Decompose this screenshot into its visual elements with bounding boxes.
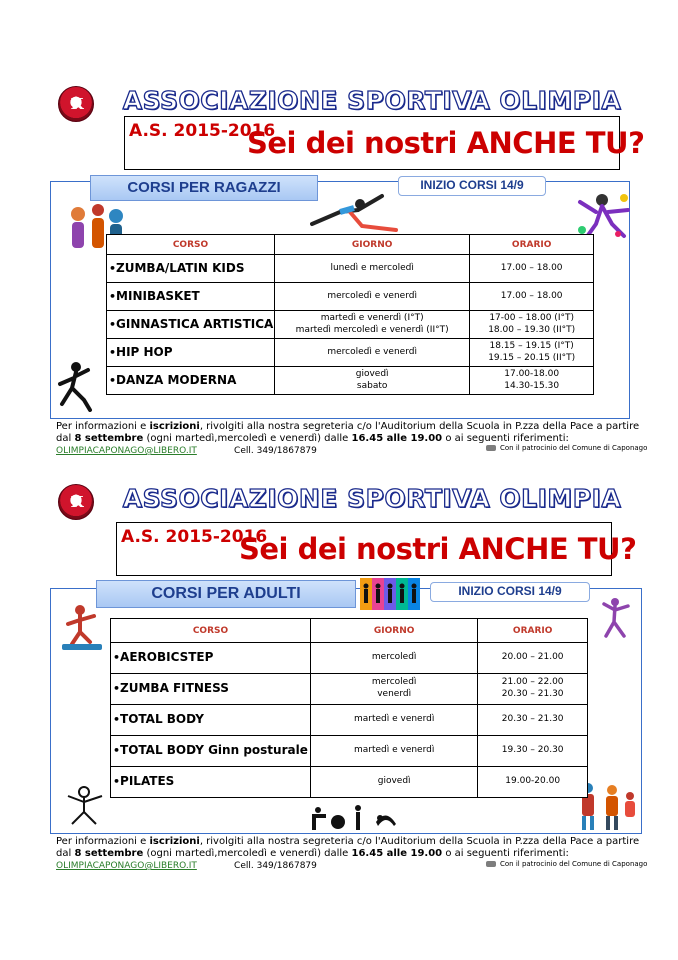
slogan-box <box>116 522 637 576</box>
table-row: •DANZA MODERNA giovedì sabato 17.00-18.00 14.30-15.30 <box>107 367 594 395</box>
association-title: ASSOCIAZIONE SPORTIVA OLIMPIA <box>122 484 622 513</box>
header-day: GIORNO <box>310 619 477 643</box>
course-time-2: 18.00 – 19.30 (II°T) <box>488 324 576 335</box>
start-date-badge: INIZIO CORSI 14/9 <box>398 176 546 196</box>
course-day: mercoledì <box>371 652 417 663</box>
table-row: •ZUMBA/LATIN KIDS lunedì e mercoledì 17.00 – 18.00 <box>107 255 594 283</box>
season-label: A.S. 2015-2016 <box>121 527 268 547</box>
course-name: MINIBASKET <box>116 288 200 303</box>
courses-table <box>106 234 594 395</box>
course-time: 17.00 – 18.00 <box>500 262 563 273</box>
table-row: •TOTAL BODY martedì e venerdì 20.30 – 21.30 <box>111 705 588 736</box>
association-title: ASSOCIAZIONE SPORTIVA OLIMPIA <box>122 86 622 115</box>
patronage-note: Con il patrocinio del Comune di Caponago <box>486 444 647 452</box>
course-day: lunedì e mercoledì <box>330 262 414 273</box>
table-row: •AEROBICSTEP mercoledì 20.00 – 21.00 <box>111 643 588 674</box>
course-name: PILATES <box>120 774 175 789</box>
course-time: 18.15 – 19.15 (I°T) <box>489 340 574 351</box>
table-row: •ZUMBA FITNESS mercoledì venerdì 21.00 – 22.00 20.30 – 21.30 <box>111 674 588 705</box>
course-day-2: sabato <box>356 380 388 391</box>
email-link[interactable]: OLIMPIACAPONAGO@LIBERO.IT <box>56 446 197 456</box>
course-day: giovedì <box>355 368 389 379</box>
course-day: martedì e venerdì (I°T) <box>320 312 424 323</box>
info-text: Per informazioni e iscrizioni, rivolgiti alla nostra segreteria c/o l'Auditorium della Scuola in P.zza della Pace a partire dal 8 settembre (ogni martedì,mercoledì e venerdì) dalle 16.45 alle 19.00 o ai seguenti riferimenti: OLIMPIACAPONAGO@LIBERO.IT Cell. 349/1867879 <box>56 836 640 871</box>
course-name: GINNASTICA ARTISTICA <box>116 316 274 331</box>
course-day-2: martedì mercoledì e venerdì (II°T) <box>295 324 449 335</box>
course-day-2: venerdì <box>377 689 412 699</box>
pilates-illustration <box>62 782 108 826</box>
season-label: A.S. 2015-2016 <box>129 121 276 141</box>
header-time: ORARIO <box>478 619 588 643</box>
gymnast-illustration <box>310 190 400 234</box>
course-time-2: 19.15 – 20.15 (II°T) <box>488 352 576 363</box>
section-title: CORSI PER ADULTI <box>96 580 356 608</box>
step-aerobics-illustration <box>60 602 104 654</box>
phone-number: Cell. 349/1867879 <box>234 861 317 871</box>
zumba-dancer-illustration <box>600 596 630 640</box>
course-day: martedì e venerdì <box>353 714 435 725</box>
course-name: TOTAL BODY <box>120 712 204 727</box>
course-day: mercoledì <box>371 677 417 688</box>
tagline: Sei dei nostri ANCHE TU? <box>239 532 637 566</box>
table-row: •MINIBASKET mercoledì e venerdì 17.00 – 18.00 <box>107 283 594 311</box>
header-day: GIORNO <box>274 235 469 255</box>
section-title: CORSI PER RAGAZZI <box>90 175 318 201</box>
course-name: ZUMBA/LATIN KIDS <box>116 260 245 275</box>
course-time: 20.00 – 21.00 <box>501 652 564 663</box>
course-time: 20.30 – 21.30 <box>501 714 564 725</box>
header-course: CORSO <box>107 235 275 255</box>
course-time: 17.00 – 18.00 <box>500 290 563 301</box>
table-header-row <box>107 235 594 255</box>
course-time: 19.30 – 20.30 <box>501 745 564 756</box>
phone-number: Cell. 349/1867879 <box>234 446 317 456</box>
table-header-row <box>111 619 588 643</box>
course-time: 19.00-20.00 <box>505 776 561 787</box>
course-time: 17-00 – 18.00 (I°T) <box>489 312 574 323</box>
course-time-2: 20.30 – 21.30 <box>501 689 564 699</box>
course-day: mercoledì e venerdì <box>327 290 417 301</box>
course-time: 17.00-18.00 <box>504 368 560 379</box>
course-name: TOTAL BODY Ginn posturale <box>120 743 308 758</box>
association-logo: K <box>58 484 94 520</box>
patronage-note: Con il patrocinio del Comune di Caponago <box>486 860 647 868</box>
start-date-badge: INIZIO CORSI 14/9 <box>430 582 590 602</box>
info-text: Per informazioni e iscrizioni, rivolgiti alla nostra segreteria c/o l'Auditorium della Scuola in P.zza della Pace a partire dal 8 settembre (ogni martedì,mercoledì e venerdì) dalle 16.45 alle 19.00 o ai seguenti riferimenti: OLIMPIACAPONAGO@LIBERO.IT Cell. 349/1867879 <box>56 421 640 456</box>
header-course: CORSO <box>111 619 311 643</box>
table-row: •PILATES giovedì 19.00-20.00 <box>111 767 588 798</box>
table-row: •HIP HOP mercoledì e venerdì 18.15 – 19.15 (I°T) 19.15 – 20.15 (II°T) <box>107 339 594 367</box>
course-day: giovedì <box>377 776 411 787</box>
course-day: martedì e venerdì <box>353 745 435 756</box>
header-time: ORARIO <box>470 235 594 255</box>
exercise-silhouettes-illustration <box>310 804 402 832</box>
course-name: DANZA MODERNA <box>116 372 237 387</box>
fitness-silhouettes-illustration <box>360 578 428 610</box>
association-logo: K <box>58 86 94 122</box>
course-name: AEROBICSTEP <box>120 650 214 665</box>
hiphop-dancer-illustration <box>56 360 94 412</box>
course-name: ZUMBA FITNESS <box>120 681 229 696</box>
course-time-2: 14.30-15.30 <box>504 380 560 391</box>
table-row: •TOTAL BODY Ginn posturale martedì e venerdì 19.30 – 20.30 <box>111 736 588 767</box>
course-day: mercoledì e venerdì <box>327 346 417 357</box>
courses-table <box>110 618 588 798</box>
table-row: •GINNASTICA ARTISTICA martedì e venerdì (I°T) martedì mercoledì e venerdì (II°T) 17-00 – 18.00 (I°T) 18.00 – 19.30 (II°T) <box>107 311 594 339</box>
municipality-icon <box>486 861 496 867</box>
course-time: 21.00 – 22.00 <box>501 677 564 688</box>
tagline: Sei dei nostri ANCHE TU? <box>247 126 645 160</box>
municipality-icon <box>486 445 496 451</box>
slogan-box <box>124 116 645 170</box>
course-name: HIP HOP <box>116 344 173 359</box>
email-link[interactable]: OLIMPIACAPONAGO@LIBERO.IT <box>56 861 197 871</box>
